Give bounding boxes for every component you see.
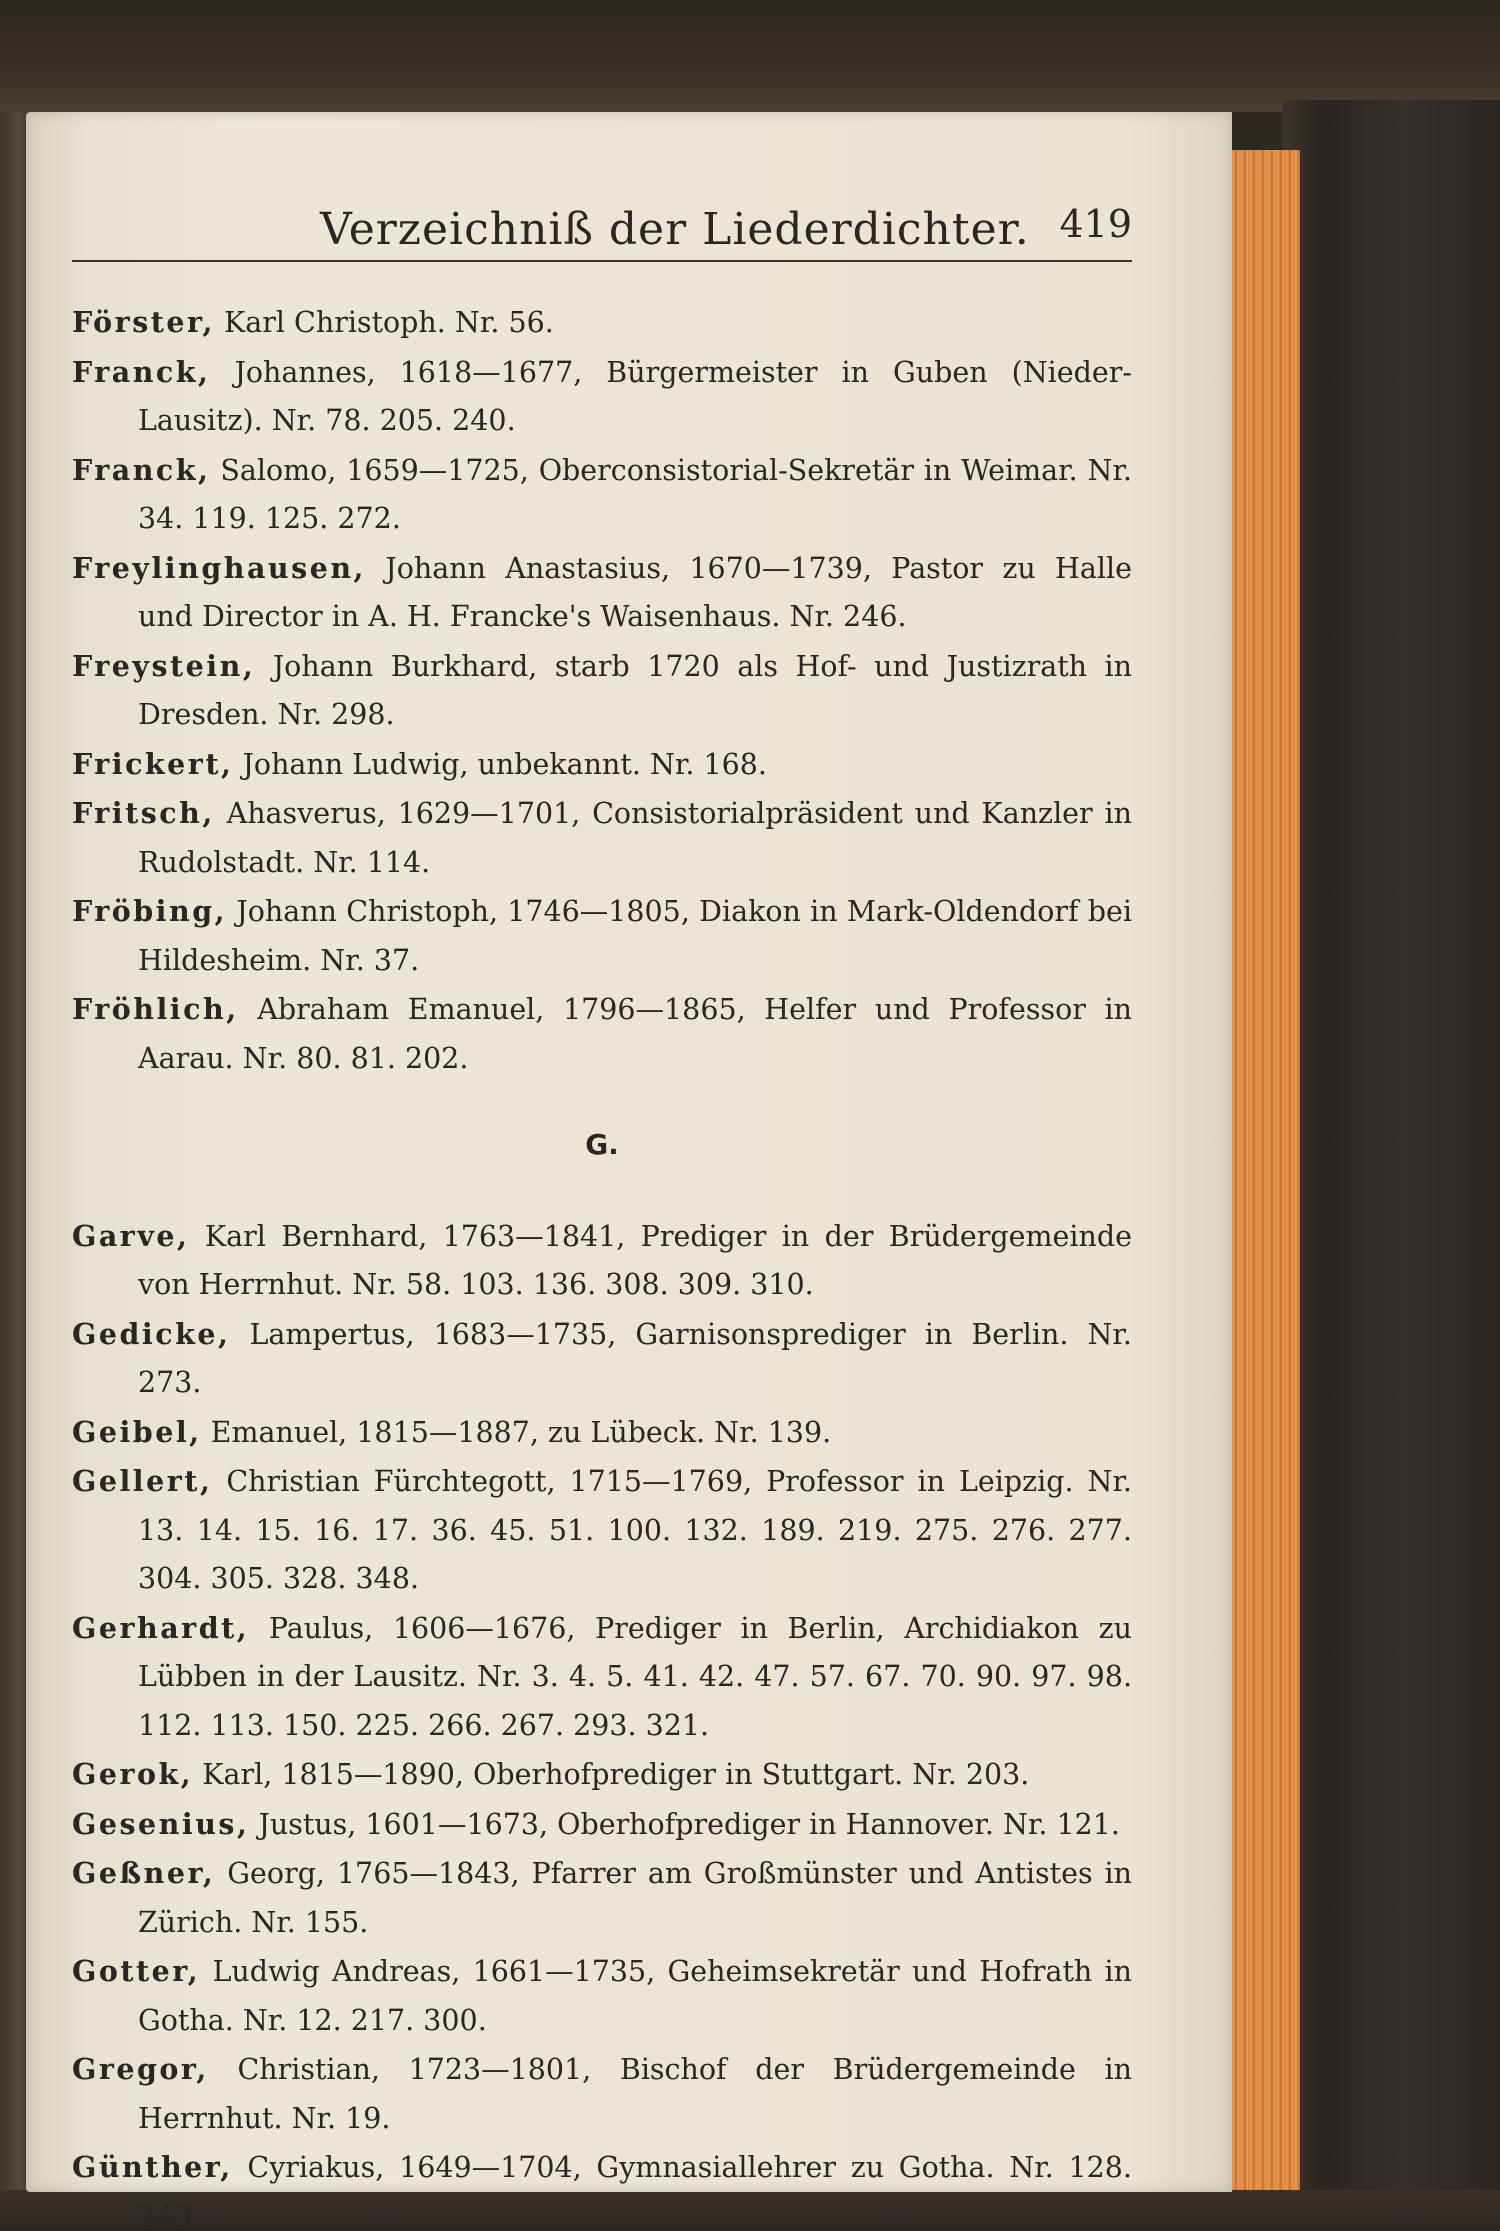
index-entry: [72, 985, 1132, 1083]
entry-text: Karl Christoph. Nr. 56.: [214, 306, 554, 339]
index-entry: [72, 642, 1132, 740]
entry-name: Förster,: [72, 305, 215, 339]
index-entry: [72, 1750, 1132, 1800]
index-entries: [72, 298, 1132, 2231]
entry-name: Fröhlich,: [72, 992, 239, 1026]
index-entry: [72, 1408, 1132, 1458]
index-entry: [72, 1947, 1132, 2045]
index-entry: [72, 1604, 1132, 1751]
entry-text: Georg, 1765—1843, Pfarrer am Großmünster und Antistes in Zürich. Nr. 155.: [138, 1857, 1132, 1939]
entry-name: Geßner,: [72, 1856, 216, 1890]
entry-name: Gregor,: [72, 2052, 209, 2086]
entries-section-g: [72, 1212, 1132, 2231]
index-entry: [72, 1457, 1132, 1604]
entry-text: Justus, 1601—1673, Oberhofprediger in Hannover. Nr. 121.: [249, 1807, 1120, 1841]
entry-name: Gedicke,: [72, 1316, 231, 1351]
index-entry: [72, 887, 1132, 985]
index-entry: [72, 544, 1132, 642]
book-cover-top: [0, 0, 1500, 112]
entry-name: Frickert,: [72, 746, 234, 781]
index-entry: [72, 789, 1132, 887]
entry-text: Johannes, 1618—1677, Bürgermeister in Guben (Nieder-Lausitz). Nr. 78. 205. 240.: [138, 355, 1132, 437]
page-number: 419: [1059, 202, 1132, 246]
index-entry: [72, 740, 1132, 790]
entry-text: Johann Burkhard, starb 1720 als Hof- und Justizrath in Dresden. Nr. 298.: [138, 649, 1132, 731]
entry-name: Freylinghausen,: [72, 550, 366, 585]
entry-name: Gesenius,: [72, 1806, 250, 1841]
page-title: Verzeichniß der Liederdichter.: [320, 204, 1030, 255]
index-entry: [72, 348, 1132, 446]
entry-name: Gotter,: [72, 1954, 201, 1988]
index-entry: [72, 1800, 1132, 1850]
entry-name: Freystein,: [72, 648, 256, 683]
entry-text: Cyriakus, 1649—1704, Gymnasiallehrer zu Gotha. Nr. 128. 243.: [138, 2151, 1132, 2231]
entry-text: Ludwig Andreas, 1661—1735, Geheimsekretär und Hofrath in Gotha. Nr. 12. 217. 300.: [138, 1955, 1132, 2037]
entry-name: Gerhardt,: [72, 1610, 250, 1645]
running-head: [72, 190, 1132, 260]
page-edges: [1228, 150, 1300, 2190]
entry-name: Franck,: [72, 452, 211, 487]
header-rule: [72, 260, 1132, 262]
entry-name: Garve,: [72, 1218, 190, 1253]
entry-name: Franck,: [72, 354, 211, 389]
entry-text: Johann Ludwig, unbekannt. Nr. 168.: [233, 747, 767, 781]
entry-text: Johann Anastasius, 1670—1739, Pastor zu Halle und Director in A. H. Francke's Waisenhaus. Nr. 246.: [138, 551, 1132, 633]
index-entry: [72, 1849, 1132, 1947]
entry-text: Abraham Emanuel, 1796—1865, Helfer und Professor in Aarau. Nr. 80. 81. 202.: [138, 993, 1132, 1075]
entry-name: Gellert,: [72, 1464, 213, 1498]
index-entry: [72, 446, 1132, 544]
entries-section-f: [72, 298, 1132, 1083]
entry-text: Salomo, 1659—1725, Oberconsistorial-Sekretär in Weimar. Nr. 34. 119. 125. 272.: [138, 453, 1132, 535]
entry-name: Fritsch,: [72, 796, 215, 830]
entry-name: Fröbing,: [72, 894, 228, 928]
entry-text: Karl Bernhard, 1763—1841, Prediger in der Brüdergemeinde von Herrnhut. Nr. 58. 103. 136. 308. 309. 310.: [138, 1219, 1132, 1301]
index-entry: [72, 1310, 1132, 1408]
index-entry: [72, 2045, 1132, 2143]
entry-text: Johann Christoph, 1746—1805, Diakon in Mark-Oldendorf bei Hildesheim. Nr. 37.: [138, 895, 1132, 977]
page-text: [72, 190, 1132, 2231]
entry-name: Geibel,: [72, 1414, 202, 1449]
entry-name: Günther,: [72, 2150, 233, 2184]
entry-text: Karl, 1815—1890, Oberhofprediger in Stuttgart. Nr. 203.: [193, 1758, 1030, 1791]
entry-text: Christian, 1723—1801, Bischof der Brüdergemeinde in Herrnhut. Nr. 19.: [138, 2053, 1132, 2135]
section-heading-g: G.: [585, 1128, 619, 1161]
entry-text: Christian Fürchtegott, 1715—1769, Professor in Leipzig. Nr. 13. 14. 15. 16. 17. 36. 45. 51. 100. 132. 189. 219. 275. 276. 277. 304. 305. 328. 348.: [138, 1465, 1132, 1595]
book-cover-right: [1282, 100, 1500, 2231]
index-entry: [72, 298, 1132, 348]
entry-name: Gerok,: [72, 1757, 194, 1791]
entry-text: Ahasverus, 1629—1701, Consistorialpräsident und Kanzler in Rudolstadt. Nr. 114.: [138, 797, 1132, 879]
entry-text: Emanuel, 1815—1887, zu Lübeck. Nr. 139.: [201, 1415, 832, 1449]
index-entry: [72, 1212, 1132, 1310]
entry-text: Lampertus, 1683—1735, Garnisonsprediger in Berlin. Nr. 273.: [138, 1317, 1132, 1399]
index-entry: [72, 2143, 1132, 2231]
entry-text: Paulus, 1606—1676, Prediger in Berlin, Archidiakon zu Lübben in der Lausitz. Nr. 3. 4. 5. 41. 42. 47. 57. 67. 70. 90. 97. 98. 112. 113. 150. 225. 266. 267. 293. 321.: [138, 1611, 1132, 1742]
